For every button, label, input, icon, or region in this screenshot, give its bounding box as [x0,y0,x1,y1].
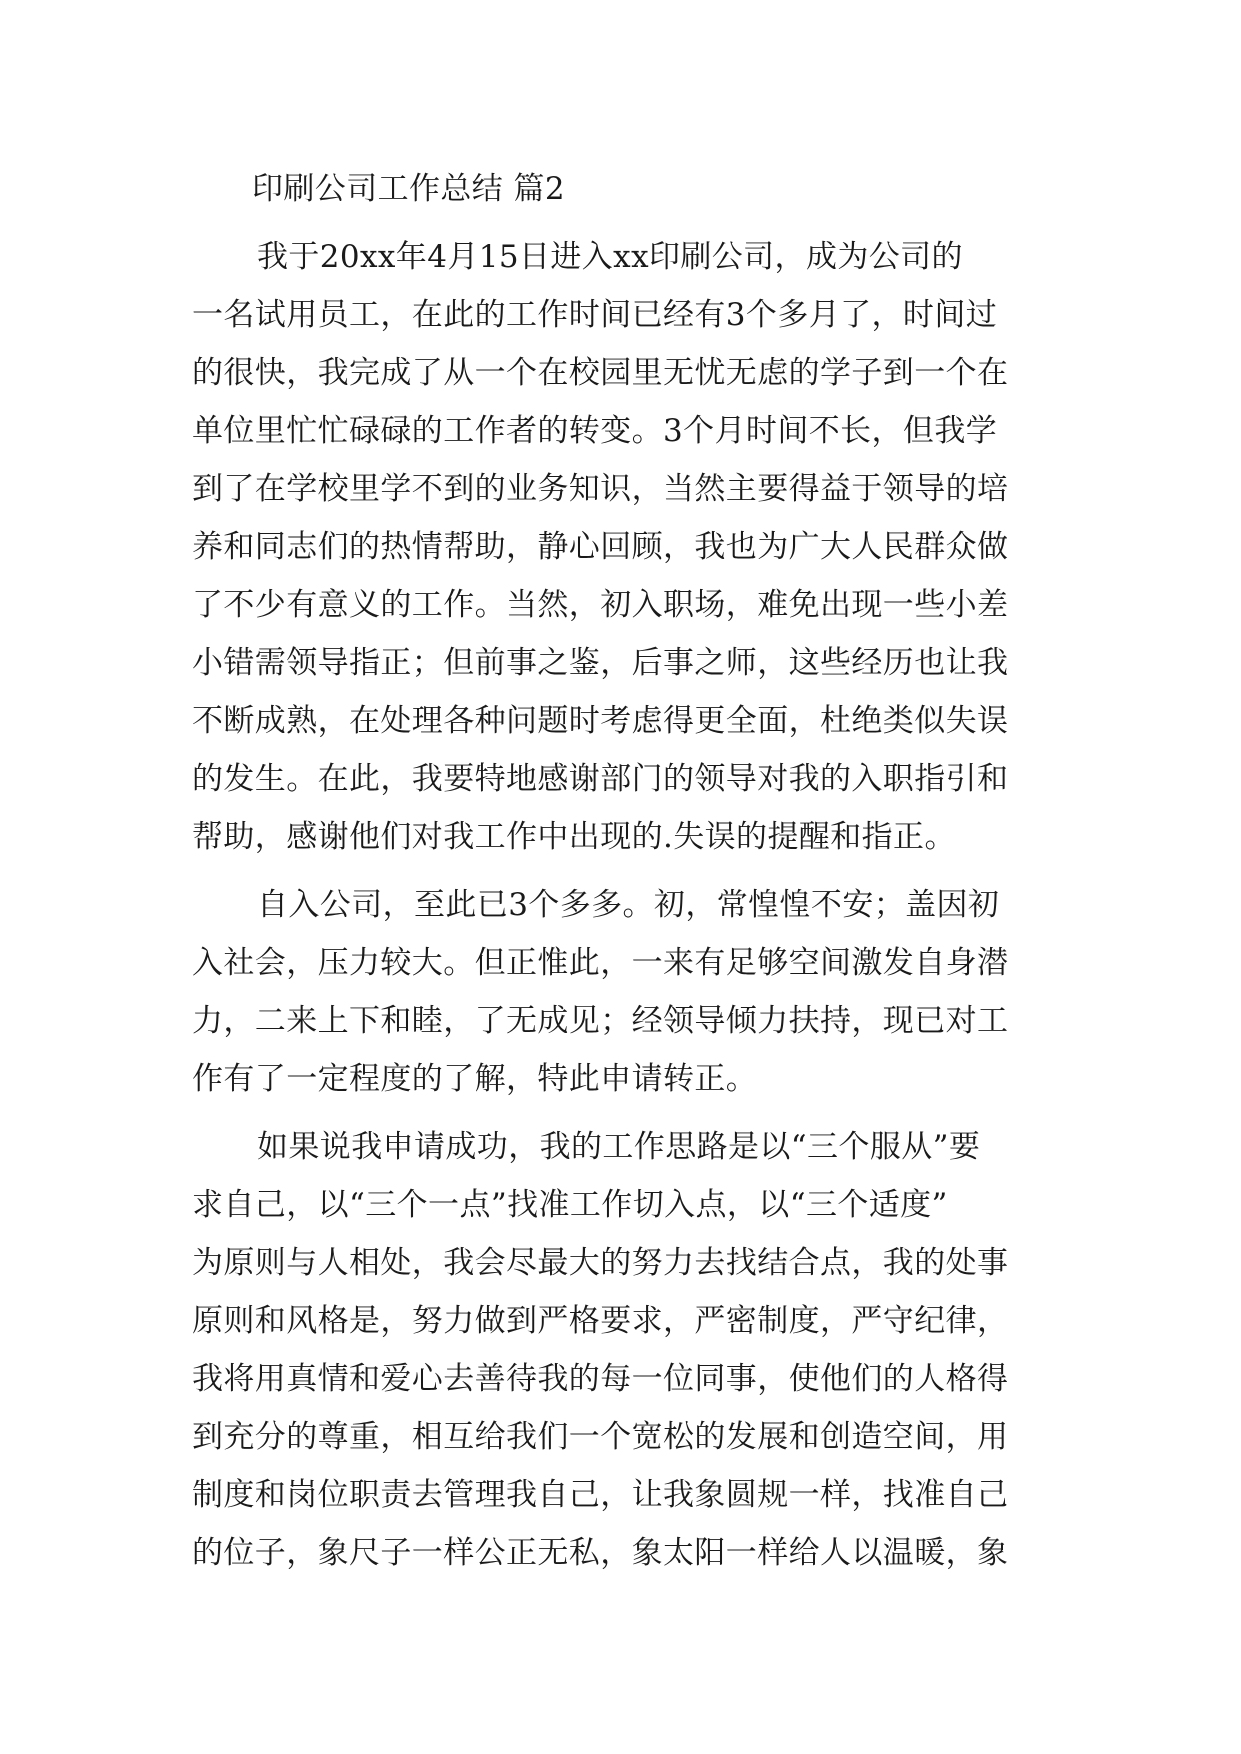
text-line: 如果说我申请成功，我的工作思路是以“三个服从”要 [257,1129,981,1165]
text-line: 的发生。在此，我要特地感谢部门的领导对我的入职指引和 [192,761,1009,797]
text-line: 的位子，象尺子一样公正无私，象太阳一样给人以温暖，象 [192,1535,1009,1571]
text-line: 了不少有意义的工作。当然，初入职场，难免出现一些小差 [192,587,1009,623]
text-line: 到充分的尊重，相互给我们一个宽松的发展和创造空间，用 [192,1419,1009,1455]
text-line: 入社会，压力较大。但正惟此，一来有足够空间激发自身潜 [192,945,1009,981]
text-line: 原则和风格是，努力做到严格要求，严密制度，严守纪律， [192,1303,1009,1339]
text-line: 帮助，感谢他们对我工作中出现的.失误的提醒和指正。 [192,819,956,855]
paragraph [192,1118,1092,1582]
document-body [192,160,1092,1582]
document-title: 印刷公司工作总结 篇2 [252,171,565,207]
text-line: 求自己，以“三个一点”找准工作切入点，以“三个适度” [192,1187,948,1223]
text-line: 我于20xx年4月15日进入xx印刷公司，成为公司的 [257,239,963,275]
text-line: 到了在学校里学不到的业务知识，当然主要得益于领导的培 [192,471,1009,507]
text-line: 小错需领导指正；但前事之鉴，后事之师，这些经历也让我 [192,645,1009,681]
text-line: 单位里忙忙碌碌的工作者的转变。3个月时间不长，但我学 [192,413,998,449]
text-line: 自入公司，至此已3个多多。初，常惶惶不安；盖因初 [257,887,1000,923]
text-line: 的很快，我完成了从一个在校园里无忧无虑的学子到一个在 [192,355,1009,391]
text-line: 养和同志们的热情帮助，静心回顾，我也为广大人民群众做 [192,529,1009,565]
text-line: 作有了一定程度的了解，特此申请转正。 [192,1061,758,1097]
text-line: 一名试用员工，在此的工作时间已经有3个多月了，时间过 [192,297,998,333]
text-line: 我将用真情和爱心去善待我的每一位同事，使他们的人格得 [192,1361,1009,1397]
paragraph [192,228,1092,866]
text-line: 为原则与人相处，我会尽最大的努力去找结合点，我的处事 [192,1245,1009,1281]
text-line: 制度和岗位职责去管理我自己，让我象圆规一样，找准自己 [192,1477,1009,1513]
paragraph [192,876,1092,1108]
text-line: 力，二来上下和睦，了无成见；经领导倾力扶持，现已对工 [192,1003,1009,1039]
text-line: 不断成熟，在处理各种问题时考虑得更全面，杜绝类似失误 [192,703,1009,739]
